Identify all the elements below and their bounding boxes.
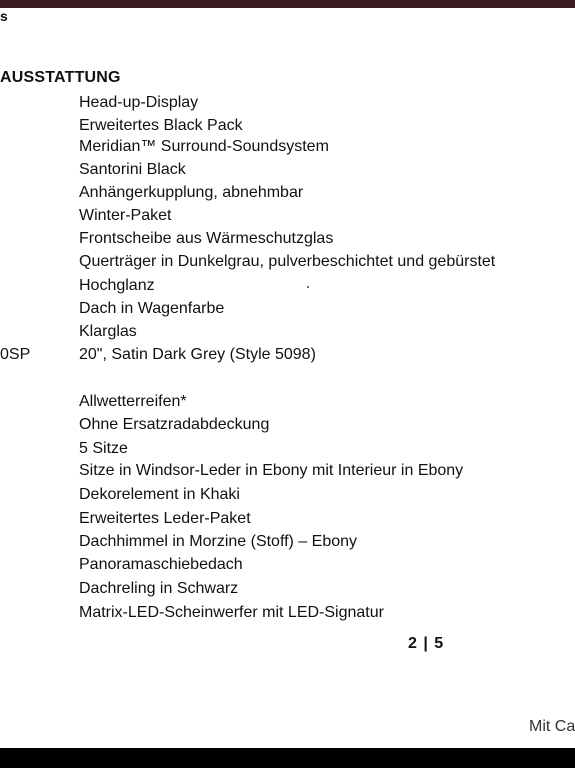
equipment-item: 5 Sitze [79,440,128,457]
equipment-item: Querträger in Dunkelgrau, pulverbeschichtet und gebürstet [79,253,496,270]
equipment-item: Hochglanz [79,277,155,294]
equipment-item: Dach in Wagenfarbe [79,300,225,317]
corner-text-fragment: s [0,8,8,24]
equipment-item: Head-up-Display [79,94,199,111]
equipment-item: Klarglas [79,323,137,340]
document-page [0,8,575,748]
page-indicator: 2 | 5 [408,635,445,652]
equipment-item: Erweitertes Leder-Paket [79,510,251,527]
equipment-item: Santorini Black [79,161,186,178]
equipment-item: Winter-Paket [79,207,172,224]
equipment-item: Panoramaschiebedach [79,556,243,573]
equipment-item: Erweitertes Black Pack [79,117,243,134]
equipment-item: Frontscheibe aus Wärmeschutzglas [79,230,334,247]
footer-text-fragment: Mit Ca [529,718,575,735]
speck-mark [307,286,309,288]
equipment-item: Dekorelement in Khaki [79,486,240,503]
equipment-item: Allwetterreifen* [79,393,187,410]
equipment-item: 20", Satin Dark Grey (Style 5098) [79,346,316,363]
equipment-item: Meridian™ Surround-Soundsystem [79,138,329,155]
wheel-code-fragment: 0SP [0,346,31,363]
equipment-item: Anhängerkupplung, abnehmbar [79,184,304,201]
top-dark-band [0,0,575,8]
section-heading: AUSSTATTUNG [0,69,121,86]
equipment-item: Matrix-LED-Scheinwerfer mit LED-Signatur [79,604,384,621]
equipment-item: Dachhimmel in Morzine (Stoff) – Ebony [79,533,358,550]
equipment-item: Dachreling in Schwarz [79,580,239,597]
equipment-item: Sitze in Windsor-Leder in Ebony mit Interieur in Ebony [79,462,464,479]
equipment-item: Ohne Ersatzradabdeckung [79,416,270,433]
